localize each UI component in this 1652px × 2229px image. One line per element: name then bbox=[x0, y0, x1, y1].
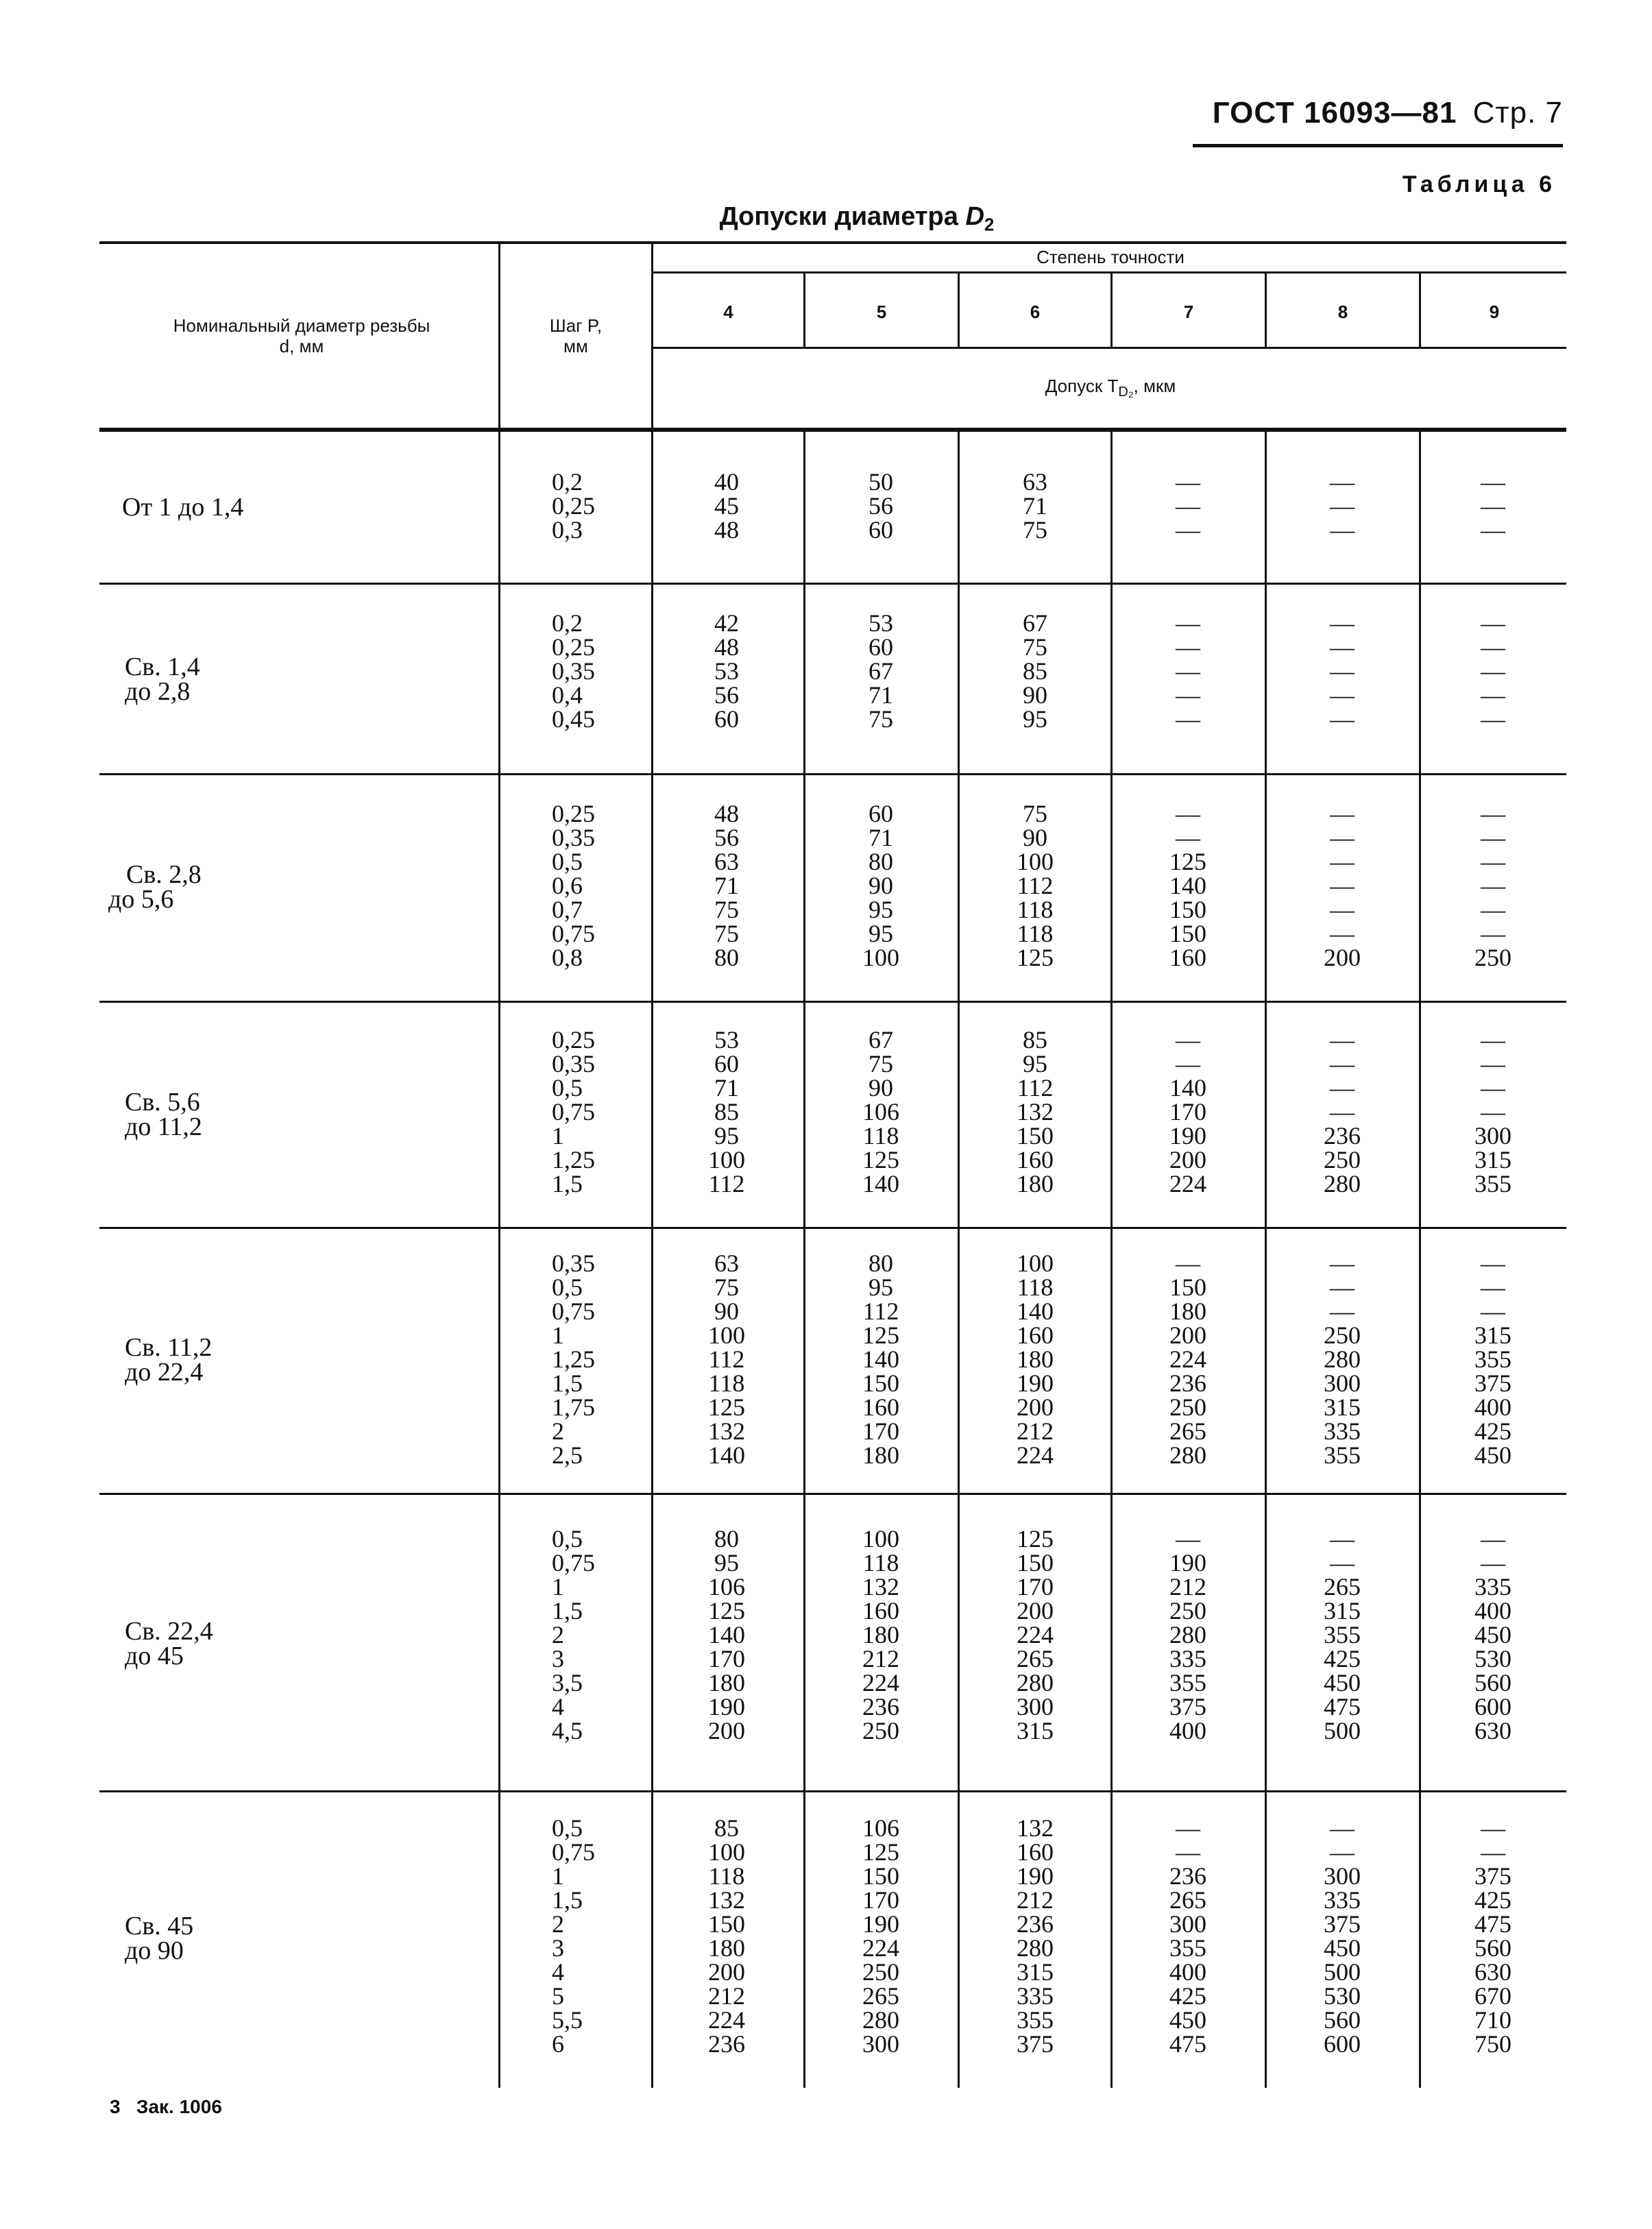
grade-5-values: 60 71 80 90 95 95 100 bbox=[862, 800, 899, 971]
grade-8-values: — — — bbox=[1330, 468, 1355, 544]
row-divider bbox=[99, 1790, 1566, 1792]
nominal-range-label: От 1 до 1,4 bbox=[122, 493, 244, 522]
grade-5-values: 100 118 132 160 180 212 224 236 250 bbox=[862, 1525, 899, 1744]
col-divider bbox=[958, 273, 960, 347]
step-values: 0,25 0,35 0,5 0,75 1 1,25 1,5 bbox=[552, 1026, 595, 1197]
grade-header-4: 4 bbox=[723, 302, 733, 322]
grade-8-values: — — — — — — 200 bbox=[1324, 800, 1361, 971]
page-header bbox=[1193, 89, 1563, 147]
grade-6-values: 75 90 100 112 118 118 125 bbox=[1017, 800, 1054, 971]
col-divider bbox=[1110, 432, 1113, 2088]
grade-5-values: 67 75 90 106 118 125 140 bbox=[862, 1026, 899, 1197]
grade-8-values: — — — — — bbox=[1330, 609, 1355, 733]
grade-4-values: 48 56 63 71 75 75 80 bbox=[714, 800, 739, 971]
nominal-range-label: Св. 2,8 до 5,6 bbox=[108, 860, 202, 914]
step-values: 0,35 0,5 0,75 1 1,25 1,5 1,75 2 2,5 bbox=[552, 1250, 595, 1469]
grade-7-values: — — — bbox=[1176, 468, 1200, 544]
grade-9-values: — — — — 300 315 355 bbox=[1474, 1026, 1511, 1197]
grade-6-values: 67 75 85 90 95 bbox=[1023, 609, 1047, 733]
grade-5-values: 106 125 150 170 190 224 250 265 280 300 bbox=[862, 1814, 899, 2058]
col-divider bbox=[1110, 273, 1113, 347]
nominal-range-label: Св. 45 до 90 bbox=[125, 1912, 194, 1965]
grade-7-values: — — 140 170 190 200 224 bbox=[1169, 1026, 1206, 1197]
nominal-range-label: Св. 11,2 до 22,4 bbox=[125, 1333, 212, 1387]
nominal-range-label: Св. 22,4 до 45 bbox=[125, 1617, 213, 1670]
table-label: Таблица 6 bbox=[1402, 171, 1556, 197]
grade-9-values: — — — — — — 250 bbox=[1474, 800, 1511, 971]
grade-8-values: — — — 250 280 300 315 335 355 bbox=[1324, 1250, 1361, 1469]
grade-header-5: 5 bbox=[876, 302, 887, 322]
header-bottom-rule bbox=[99, 428, 1566, 432]
col-divider bbox=[803, 432, 805, 2088]
col-header-precision: Степень точности bbox=[1036, 247, 1185, 267]
grade-7-values: — — 236 265 300 355 400 425 450 475 bbox=[1169, 1814, 1206, 2058]
grade-numbers-rule bbox=[651, 347, 1566, 349]
col-divider bbox=[958, 432, 960, 2088]
col-divider bbox=[1265, 432, 1267, 2088]
row-divider bbox=[99, 583, 1566, 585]
step-values: 0,5 0,75 1 1,5 2 3 4 5 5,5 6 bbox=[552, 1814, 595, 2058]
grade-4-values: 63 75 90 100 112 118 125 132 140 bbox=[708, 1250, 745, 1469]
grade-5-values: 53 60 67 71 75 bbox=[868, 609, 893, 733]
grade-6-values: 100 118 140 160 180 190 200 212 224 bbox=[1017, 1250, 1054, 1469]
grade-7-values: — 190 212 250 280 335 355 375 400 bbox=[1169, 1525, 1206, 1744]
grade-7-values: — 150 180 200 224 236 250 265 280 bbox=[1169, 1250, 1206, 1469]
row-divider bbox=[99, 1493, 1566, 1495]
grade-4-values: 40 45 48 bbox=[714, 468, 739, 544]
grade-8-values: — — 265 315 355 425 450 475 500 bbox=[1324, 1525, 1361, 1744]
grade-6-values: 85 95 112 132 150 160 180 bbox=[1017, 1026, 1054, 1197]
grade-9-values: — — — — — bbox=[1481, 609, 1505, 733]
grade-header-6: 6 bbox=[1030, 302, 1041, 322]
col-divider bbox=[651, 244, 653, 2088]
grade-8-values: — — — — 236 250 280 bbox=[1324, 1026, 1361, 1197]
grade-9-values: — — 335 400 450 530 560 600 630 bbox=[1474, 1525, 1511, 1744]
grade-6-values: 63 71 75 bbox=[1023, 468, 1047, 544]
grade-4-values: 80 95 106 125 140 170 180 190 200 bbox=[708, 1525, 745, 1744]
step-values: 0,5 0,75 1 1,5 2 3 3,5 4 4,5 bbox=[552, 1525, 595, 1744]
grade-header-9: 9 bbox=[1489, 302, 1500, 322]
col-header-nominal: Номинальный диаметр резьбы d, мм bbox=[173, 315, 430, 356]
grade-header-8: 8 bbox=[1337, 302, 1348, 322]
col-divider bbox=[498, 244, 500, 2088]
grade-5-values: 50 56 60 bbox=[868, 468, 893, 544]
step-values: 0,2 0,25 0,35 0,4 0,45 bbox=[552, 609, 595, 733]
grade-4-values: 42 48 53 56 60 bbox=[714, 609, 739, 733]
grade-header-7: 7 bbox=[1183, 302, 1194, 322]
col-divider bbox=[1265, 273, 1267, 347]
step-values: 0,2 0,25 0,3 bbox=[552, 468, 595, 544]
grade-7-values: — — — — — bbox=[1176, 609, 1200, 733]
table-caption: Допуски диаметра $D_2$ bbox=[719, 202, 995, 235]
page-footer: 3 Зак. 1006 bbox=[110, 2096, 222, 2117]
col-header-step: Шаг P, мм bbox=[549, 315, 603, 356]
grade-9-values: — — — bbox=[1481, 468, 1505, 544]
nominal-range-label: Св. 5,6 до 11,2 bbox=[125, 1088, 202, 1141]
grade-8-values: — — 300 335 375 450 500 530 560 600 bbox=[1324, 1814, 1361, 2058]
nominal-range-label: Св. 1,4 до 2,8 bbox=[125, 653, 200, 706]
page-number: Стр. 7 bbox=[1472, 96, 1563, 130]
grade-9-values: — — 375 425 475 560 630 670 710 750 bbox=[1474, 1814, 1511, 2058]
row-divider bbox=[99, 1227, 1566, 1229]
grade-4-values: 85 100 118 132 150 180 200 212 224 236 bbox=[708, 1814, 745, 2058]
standard-number: ГОСТ 16093—81 bbox=[1212, 96, 1457, 130]
col-divider bbox=[1419, 432, 1421, 2088]
step-values: 0,25 0,35 0,5 0,6 0,7 0,75 0,8 bbox=[552, 800, 595, 971]
grade-5-values: 80 95 112 125 140 150 160 170 180 bbox=[862, 1250, 899, 1469]
col-divider bbox=[803, 273, 805, 347]
row-divider bbox=[99, 773, 1566, 775]
grade-4-values: 53 60 71 85 95 100 112 bbox=[708, 1026, 745, 1197]
col-divider bbox=[1419, 273, 1421, 347]
table-top-rule bbox=[99, 241, 1566, 244]
grade-9-values: — — — 315 355 375 400 425 450 bbox=[1474, 1250, 1511, 1469]
row-divider bbox=[99, 1001, 1566, 1003]
grade-header-rule bbox=[651, 271, 1566, 273]
grade-6-values: 132 160 190 212 236 280 315 335 355 375 bbox=[1017, 1814, 1054, 2058]
grade-7-values: — — 125 140 150 150 160 bbox=[1169, 800, 1206, 971]
tolerance-header: Допуск $T_{D_2}$, мкм bbox=[1045, 376, 1176, 400]
grade-6-values: 125 150 170 200 224 265 280 300 315 bbox=[1017, 1525, 1054, 1744]
